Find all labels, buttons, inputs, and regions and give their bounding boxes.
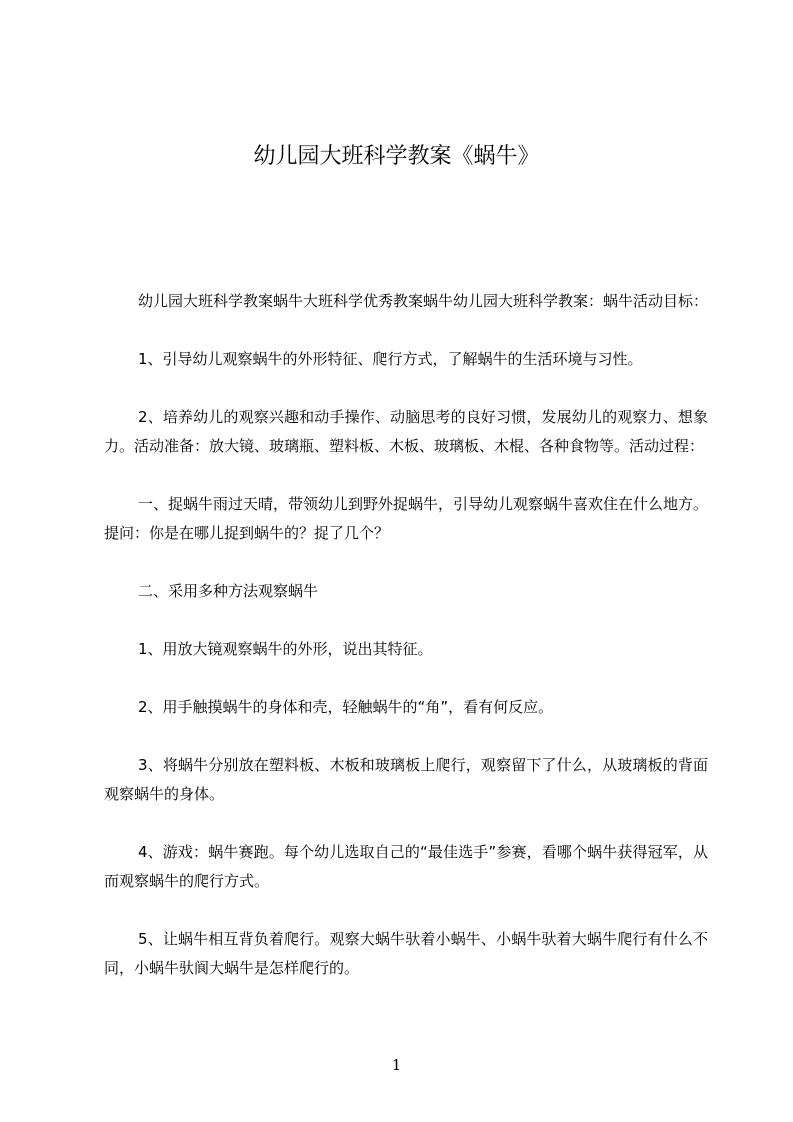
document-title: 幼儿园大班科学教案《蜗牛》 (253, 144, 540, 169)
paragraph-observe-4: 4、游戏：蜗牛赛跑。每个幼儿选取自己的“最佳选手”参赛，看哪个蜗牛获得冠军，从而观察蜗牛的爬行方式。 (104, 843, 708, 890)
paragraph-goal-1: 1、引导幼儿观察蜗牛的外形特征、爬行方式，了解蜗牛的生活环境与习性。 (138, 350, 643, 368)
paragraph-intro: 幼儿园大班科学教案蜗牛大班科学优秀教案蜗牛幼儿园大班科学教案：蜗牛活动目标： (138, 292, 709, 310)
paragraph-step-2-heading: 二、采用多种方法观察蜗牛 (138, 582, 319, 600)
paragraph-goal-2: 2、培养幼儿的观察兴趣和动手操作、动脑思考的良好习惯，发展幼儿的观察力、想象力。活动准备：放大镜、玻璃瓶、塑料板、木板、玻璃板、木棍、各种食物等。活动过程： (104, 408, 708, 455)
paragraph-observe-3: 3、将蜗牛分别放在塑料板、木板和玻璃板上爬行，观察留下了什么，从玻璃板的背面观察蜗牛的身体。 (104, 756, 708, 803)
page-number: 1 (391, 1056, 402, 1074)
paragraph-step-1: 一、捉蜗牛雨过天晴，带领幼儿到野外捉蜗牛，引导幼儿观察蜗牛喜欢住在什么地方。提问：你是在哪儿捉到蜗牛的？捉了几个？ (104, 495, 709, 542)
paragraph-observe-2: 2、用手触摸蜗牛的身体和壳，轻触蜗牛的“角”，看有何反应。 (138, 698, 554, 716)
paragraph-observe-1: 1、用放大镜观察蜗牛的外形，说出其特征。 (138, 640, 433, 658)
paragraph-observe-5: 5、让蜗牛相互背负着爬行。观察大蜗牛驮着小蜗牛、小蜗牛驮着大蜗牛爬行有什么不同，小蜗牛驮阆大蜗牛是怎样爬行的。 (104, 930, 708, 977)
document-body (104, 287, 708, 1012)
